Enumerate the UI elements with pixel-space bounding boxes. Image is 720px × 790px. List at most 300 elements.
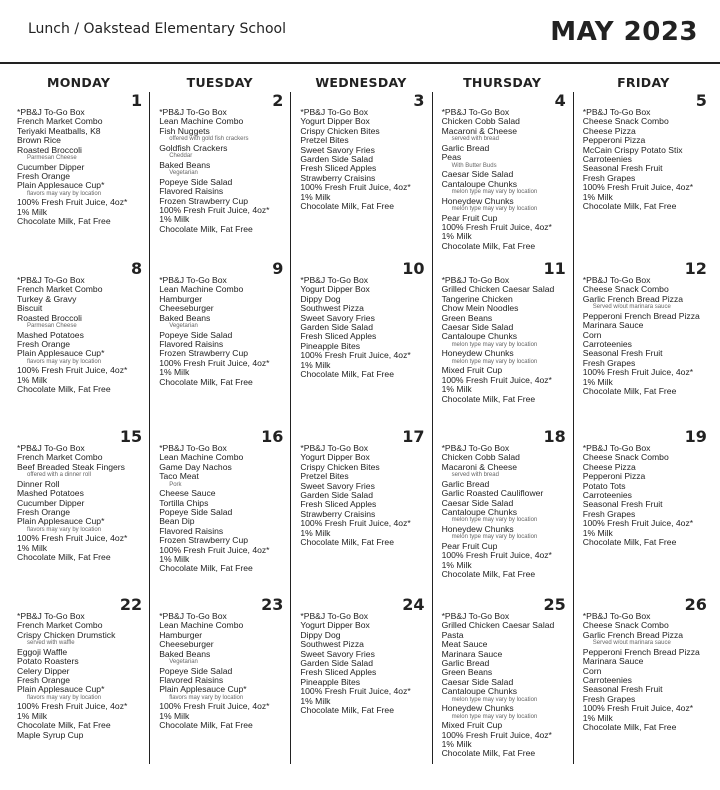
menu-item: *PB&J To-Go Box: [582, 443, 651, 453]
menu-item-note: served with waffle: [27, 640, 75, 647]
menu-item: Honeydew Chunks: [441, 348, 514, 359]
menu-item: Lean Machine Combo: [159, 284, 244, 295]
calendar-day-cell: [290, 92, 431, 260]
menu-item: Teriyaki Meatballs, K8: [17, 125, 101, 136]
menu-calendar-grid: [8, 92, 714, 764]
calendar-day-cell: [8, 92, 149, 260]
menu-item-list: [159, 108, 286, 234]
menu-item: Chocolate Milk, Fat Free: [582, 722, 677, 733]
day-number: 17: [402, 428, 425, 446]
menu-item: 100% Fresh Fruit Juice, 4oz*: [159, 544, 270, 555]
menu-item-note: Served w/out marinara sauce: [592, 304, 671, 311]
menu-item: Biscuit: [17, 303, 43, 314]
day-number: 9: [272, 260, 284, 278]
menu-item: Cheeseburger: [159, 303, 214, 314]
menu-item: Plain Applesauce Cup*: [17, 516, 105, 527]
menu-item: Cheese Snack Combo: [582, 620, 669, 631]
menu-item-list: [159, 612, 286, 731]
menu-item-note: offered with gold fish crackers: [169, 136, 249, 143]
menu-item-note: flavors may vary by location: [27, 694, 102, 701]
menu-item: *PB&J To-Go Box: [17, 275, 85, 285]
menu-item: Plain Applesauce Cup*: [17, 684, 105, 695]
menu-item: 100% Fresh Fruit Juice, 4oz*: [300, 686, 411, 697]
menu-item: Garden Side Salad: [300, 658, 373, 669]
menu-item: 100% Fresh Fruit Juice, 4oz*: [441, 729, 552, 740]
menu-item-note: Cheddar: [169, 153, 193, 160]
menu-item: Maple Syrup Cup: [17, 729, 84, 740]
menu-item: Cheese Sauce: [159, 488, 216, 499]
menu-item: Garden Side Salad: [300, 322, 373, 333]
menu-item-note: Vegetarian: [169, 323, 198, 330]
menu-item-note: melon type may vary by location: [451, 358, 538, 365]
menu-item-list: [583, 612, 710, 732]
menu-item: Roasted Broccoli: [17, 144, 82, 155]
menu-item: Fresh Orange: [17, 675, 71, 686]
menu-item: Sweet Savory Fries: [300, 312, 375, 323]
day-number: 10: [402, 260, 425, 278]
menu-item-list: [17, 612, 145, 740]
calendar-day-cell: [149, 260, 290, 428]
menu-item: 1% Milk: [159, 214, 190, 225]
menu-item: 1% Milk: [300, 527, 331, 538]
menu-item: Crispy Chicken Bites: [300, 461, 380, 472]
menu-item: Marinara Sauce: [582, 320, 644, 331]
menu-item: Chocolate Milk, Fat Free: [300, 705, 394, 716]
menu-item: Plain Applesauce Cup*: [17, 348, 105, 359]
menu-item-list: [300, 444, 427, 547]
weekday-header-row: [8, 75, 714, 90]
menu-item: Grilled Chicken Caesar Salad: [441, 284, 555, 295]
day-number: 11: [543, 260, 566, 278]
menu-item: Game Day Nachos: [159, 461, 232, 472]
menu-item: Meat Sauce: [441, 639, 488, 650]
menu-item: Dippy Dog: [300, 293, 341, 304]
menu-item-list: [300, 276, 427, 379]
menu-item: Garlic French Bread Pizza: [582, 629, 684, 640]
menu-item: Chocolate Milk, Fat Free: [441, 569, 536, 580]
menu-item-list: [300, 108, 427, 211]
menu-item: Turkey & Gravy: [17, 293, 77, 304]
menu-item: Garden Side Salad: [300, 490, 373, 501]
menu-item-list: [442, 276, 569, 404]
menu-item: Chocolate Milk, Fat Free: [300, 369, 394, 380]
menu-item: 1% Milk: [441, 231, 472, 242]
day-number: 4: [554, 92, 566, 110]
menu-item-note: Vegetarian: [169, 659, 198, 666]
menu-item-list: [583, 444, 710, 547]
menu-item: Marinara Sauce: [582, 656, 644, 667]
menu-item: 100% Fresh Fruit Juice, 4oz*: [159, 205, 270, 216]
menu-item: Fresh Grapes: [582, 693, 636, 704]
menu-item-note: melon type may vary by location: [451, 206, 538, 213]
menu-item: Flavored Raisins: [159, 339, 224, 350]
menu-item: Baked Beans: [159, 159, 211, 170]
menu-item: Green Beans: [441, 312, 493, 323]
menu-item: Baked Beans: [159, 648, 211, 659]
menu-item-note: melon type may vary by location: [451, 517, 538, 524]
menu-item: Plain Applesauce Cup*: [159, 684, 247, 695]
day-number: 18: [543, 428, 566, 446]
calendar-day-cell: [290, 260, 431, 428]
calendar-day-cell: [432, 428, 573, 596]
menu-item: Grilled Chicken Caesar Salad: [441, 620, 555, 631]
menu-item: Chocolate Milk, Fat Free: [159, 720, 253, 731]
menu-item: Crispy Chicken Drumstick: [17, 629, 116, 640]
menu-item: 1% Milk: [441, 739, 472, 750]
calendar-day-cell: [432, 260, 573, 428]
calendar-day-cell: [8, 428, 149, 596]
menu-item: Southwest Pizza: [300, 639, 364, 650]
menu-item: Chocolate Milk, Fat Free: [441, 240, 536, 251]
menu-item-list: [583, 276, 710, 396]
menu-item: 1% Milk: [159, 554, 190, 565]
menu-item: French Market Combo: [17, 620, 103, 631]
menu-item: 100% Fresh Fruit Juice, 4oz*: [441, 222, 552, 233]
menu-item: Caesar Side Salad: [441, 497, 514, 508]
menu-item: Green Beans: [441, 667, 493, 678]
menu-item: Fresh Sliced Apples: [300, 667, 377, 678]
menu-item: Popeye Side Salad: [159, 329, 233, 340]
calendar-day-cell: [573, 428, 714, 596]
menu-item: Fresh Grapes: [582, 172, 636, 183]
day-number: 2: [272, 92, 284, 110]
menu-item: Potato Roasters: [17, 656, 79, 667]
menu-item: Flavored Raisins: [159, 525, 224, 536]
menu-item: *PB&J To-Go Box: [159, 443, 227, 453]
menu-item: Dinner Roll: [17, 478, 60, 489]
menu-item: Yogurt Dipper Box: [300, 620, 370, 631]
menu-item: Caesar Side Salad: [441, 169, 514, 180]
menu-item: 1% Milk: [300, 695, 331, 706]
menu-item-list: [159, 444, 286, 574]
menu-item-note: flavors may vary by location: [27, 526, 102, 533]
menu-item: Chocolate Milk, Fat Free: [441, 748, 536, 759]
menu-item: Celery Dipper: [17, 665, 70, 676]
menu-item-note: melon type may vary by location: [451, 713, 538, 720]
menu-item: Goldfish Crackers: [159, 142, 228, 153]
menu-item: Flavored Raisins: [159, 186, 224, 197]
calendar-day-cell: [573, 596, 714, 764]
menu-item: 100% Fresh Fruit Juice, 4oz*: [17, 533, 128, 544]
day-number: 23: [261, 596, 284, 614]
menu-item: Honeydew Chunks: [441, 524, 514, 535]
menu-item: Southwest Pizza: [300, 303, 364, 314]
menu-item-note: flavors may vary by location: [27, 190, 102, 197]
menu-item: Lean Machine Combo: [159, 620, 244, 631]
menu-item-list: [442, 108, 569, 251]
weekday-thursday: THURSDAY: [463, 75, 542, 90]
menu-item: Cantaloupe Chunks: [441, 178, 518, 189]
day-number: 16: [261, 428, 284, 446]
menu-item: Cantaloupe Chunks: [441, 331, 518, 342]
menu-item: Potato Tots: [582, 480, 626, 491]
menu-item: Garden Side Salad: [300, 154, 373, 165]
weekday-wednesday: WEDNESDAY: [315, 75, 407, 90]
menu-item: Chocolate Milk, Fat Free: [159, 376, 253, 387]
menu-item: Strawberry Craisins: [300, 508, 376, 519]
weekday-monday: MONDAY: [46, 75, 111, 90]
menu-item: *PB&J To-Go Box: [300, 611, 369, 621]
menu-item: Sweet Savory Fries: [300, 648, 375, 659]
day-number: 8: [131, 260, 143, 278]
menu-item: Fresh Sliced Apples: [300, 499, 377, 510]
menu-item: McCain Crispy Potato Stix: [582, 144, 683, 155]
menu-item-list: [17, 444, 145, 563]
menu-item: Chocolate Milk, Fat Free: [17, 384, 111, 395]
menu-item: 100% Fresh Fruit Juice, 4oz*: [300, 350, 411, 361]
menu-item: *PB&J To-Go Box: [300, 443, 369, 453]
menu-item: Carroteenies: [582, 154, 632, 165]
day-number: 5: [695, 92, 707, 110]
menu-item: Chow Mein Noodles: [441, 303, 519, 314]
menu-item: Flavored Raisins: [159, 675, 224, 686]
menu-item: Fresh Sliced Apples: [300, 331, 377, 342]
menu-item: Pineapple Bites: [300, 676, 361, 687]
weekday-tuesday: TUESDAY: [186, 75, 253, 90]
menu-item: Tangerine Chicken: [441, 293, 513, 304]
menu-item: 100% Fresh Fruit Juice, 4oz*: [441, 550, 552, 561]
menu-item: Lean Machine Combo: [159, 452, 244, 463]
menu-item: Yogurt Dipper Box: [300, 116, 370, 127]
menu-item: Fresh Orange: [17, 339, 71, 350]
menu-item: Chocolate Milk, Fat Free: [300, 201, 394, 212]
calendar-day-cell: [573, 260, 714, 428]
menu-item: 100% Fresh Fruit Juice, 4oz*: [582, 518, 694, 529]
menu-item: Carroteenies: [582, 675, 632, 686]
school-title: Lunch / Oakstead Elementary School: [28, 21, 287, 37]
menu-item: 1% Milk: [17, 542, 48, 553]
menu-item: Pear Fruit Cup: [441, 541, 498, 552]
menu-item: Brown Rice: [17, 135, 61, 146]
menu-item: Garlic French Bread Pizza: [582, 293, 684, 304]
menu-item: *PB&J To-Go Box: [300, 107, 369, 117]
menu-item: 1% Milk: [582, 712, 613, 723]
menu-item-note: flavors may vary by location: [27, 358, 102, 365]
menu-item: Honeydew Chunks: [441, 703, 514, 714]
menu-item: Mashed Potatoes: [17, 329, 84, 340]
menu-item: Cantaloupe Chunks: [441, 507, 518, 518]
menu-item: 100% Fresh Fruit Juice, 4oz*: [17, 197, 128, 208]
menu-item: Cheese Pizza: [582, 125, 636, 136]
menu-item: Caesar Side Salad: [441, 676, 514, 687]
menu-item: Peas: [441, 152, 462, 163]
menu-item: *PB&J To-Go Box: [582, 611, 651, 621]
menu-item: Seasonal Fresh Fruit: [582, 163, 663, 174]
menu-item: 100% Fresh Fruit Juice, 4oz*: [300, 518, 411, 529]
menu-item: Fish Nuggets: [159, 125, 210, 136]
menu-item: Marinara Sauce: [441, 648, 503, 659]
calendar-day-cell: [8, 596, 149, 764]
menu-item: Fresh Orange: [17, 507, 71, 518]
menu-item: Seasonal Fresh Fruit: [582, 684, 663, 695]
menu-item: 1% Milk: [17, 374, 48, 385]
page-header: [0, 0, 720, 64]
menu-item: Chocolate Milk, Fat Free: [17, 552, 111, 563]
menu-item: *PB&J To-Go Box: [441, 275, 510, 285]
menu-item: Sweet Savory Fries: [300, 480, 375, 491]
menu-item-note: Served w/out marinara sauce: [592, 640, 671, 647]
day-number: 15: [119, 428, 143, 446]
menu-item: 1% Milk: [300, 191, 331, 202]
menu-item: Chocolate Milk, Fat Free: [441, 393, 536, 404]
menu-item: *PB&J To-Go Box: [441, 107, 510, 117]
menu-item: 100% Fresh Fruit Juice, 4oz*: [582, 367, 694, 378]
menu-item: Corn: [582, 329, 602, 340]
menu-item: Chocolate Milk, Fat Free: [300, 537, 394, 548]
menu-item: Mashed Potatoes: [17, 488, 84, 499]
menu-item: Pasta: [441, 629, 464, 640]
menu-item-list: [583, 108, 710, 211]
menu-item: Chocolate Milk, Fat Free: [159, 223, 253, 234]
menu-item: Chocolate Milk, Fat Free: [582, 537, 677, 548]
menu-item: *PB&J To-Go Box: [17, 611, 85, 621]
menu-item: Roasted Broccoli: [17, 312, 82, 323]
menu-item: Fresh Orange: [17, 171, 71, 182]
menu-item: Strawberry Craisins: [300, 172, 376, 183]
month-title: MAY 2023: [550, 17, 698, 47]
menu-item: Eggoji Waffle: [17, 646, 68, 657]
menu-item: Chicken Cobb Salad: [441, 116, 520, 127]
menu-item: Pepperoni French Bread Pizza: [582, 310, 700, 321]
day-number: 26: [684, 596, 707, 614]
menu-item: Plain Applesauce Cup*: [17, 180, 105, 191]
menu-item: 1% Milk: [582, 527, 613, 538]
menu-item: Sweet Savory Fries: [300, 144, 375, 155]
menu-item-note: melon type may vary by location: [451, 189, 538, 196]
day-number: 19: [684, 428, 707, 446]
menu-item: Cheese Snack Combo: [582, 116, 669, 127]
menu-item: Pretzel Bites: [300, 471, 349, 482]
calendar-day-cell: [149, 428, 290, 596]
menu-item-list: [442, 612, 569, 759]
menu-item: Popeye Side Salad: [159, 507, 233, 518]
menu-item-note: served with bread: [451, 136, 499, 143]
menu-item: *PB&J To-Go Box: [300, 275, 369, 285]
menu-item: 100% Fresh Fruit Juice, 4oz*: [17, 365, 128, 376]
menu-item: Carroteenies: [582, 490, 632, 501]
day-number: 12: [684, 260, 707, 278]
menu-item: Chocolate Milk, Fat Free: [17, 720, 111, 731]
menu-item: Crispy Chicken Bites: [300, 125, 380, 136]
menu-item: Yogurt Dipper Box: [300, 452, 370, 463]
menu-item: Popeye Side Salad: [159, 665, 233, 676]
menu-item: Beef Breaded Steak Fingers: [17, 461, 125, 472]
day-number: 25: [543, 596, 566, 614]
menu-item-note: Parmesan Cheese: [27, 155, 77, 162]
menu-item: Pineapple Bites: [300, 340, 361, 351]
menu-item: 1% Milk: [159, 367, 190, 378]
calendar-day-cell: [290, 428, 431, 596]
menu-item: Chocolate Milk, Fat Free: [17, 216, 111, 227]
menu-item: 100% Fresh Fruit Juice, 4oz*: [582, 182, 694, 193]
menu-item-note: served with bread: [451, 472, 499, 479]
menu-item: *PB&J To-Go Box: [441, 443, 510, 453]
day-number: 24: [402, 596, 425, 614]
menu-item: Macaroni & Cheese: [441, 125, 518, 136]
menu-item: Garlic Bread: [441, 478, 490, 489]
menu-item-list: [17, 276, 145, 395]
menu-item: 1% Milk: [582, 191, 613, 202]
menu-item: *PB&J To-Go Box: [159, 611, 227, 621]
menu-item: 1% Milk: [582, 376, 613, 387]
menu-item: Fresh Sliced Apples: [300, 163, 377, 174]
calendar-day-cell: [432, 92, 573, 260]
menu-item: Seasonal Fresh Fruit: [582, 499, 663, 510]
menu-item: Pear Fruit Cup: [441, 212, 498, 223]
menu-item: Pepperoni Pizza: [582, 471, 646, 482]
menu-item: 100% Fresh Fruit Juice, 4oz*: [300, 182, 411, 193]
menu-item: Macaroni & Cheese: [441, 461, 518, 472]
menu-item: Bean Dip: [159, 516, 195, 527]
menu-item: Cantaloupe Chunks: [441, 686, 518, 697]
menu-item-note: Pork: [169, 481, 182, 488]
menu-item: *PB&J To-Go Box: [17, 443, 85, 453]
menu-item: Chocolate Milk, Fat Free: [582, 386, 677, 397]
menu-item: Frozen Strawberry Cup: [159, 195, 249, 206]
menu-item: Popeye Side Salad: [159, 176, 233, 187]
menu-item: 100% Fresh Fruit Juice, 4oz*: [582, 703, 694, 714]
menu-item: *PB&J To-Go Box: [441, 611, 510, 621]
menu-item-list: [442, 444, 569, 580]
calendar-day-cell: [573, 92, 714, 260]
menu-item: 100% Fresh Fruit Juice, 4oz*: [159, 701, 270, 712]
menu-item: French Market Combo: [17, 116, 103, 127]
menu-item: Fresh Grapes: [582, 508, 636, 519]
day-number: 22: [119, 596, 143, 614]
menu-item: Cheeseburger: [159, 639, 214, 650]
menu-item: Corn: [582, 665, 602, 676]
menu-item: Cucumber Dipper: [17, 497, 85, 508]
menu-item: 1% Milk: [441, 384, 472, 395]
menu-item: Taco Meat: [159, 471, 199, 482]
menu-item: 100% Fresh Fruit Juice, 4oz*: [441, 374, 552, 385]
menu-item: Cucumber Dipper: [17, 161, 85, 172]
menu-item-note: flavors may vary by location: [169, 694, 244, 701]
menu-item: Pepperoni French Bread Pizza: [582, 646, 700, 657]
menu-item: *PB&J To-Go Box: [582, 275, 651, 285]
menu-item-list: [159, 276, 286, 387]
menu-item: Hamburger: [159, 629, 203, 640]
calendar-day-cell: [290, 596, 431, 764]
menu-item: Hamburger: [159, 293, 203, 304]
menu-item: Mixed Fruit Cup: [441, 720, 503, 731]
menu-item: *PB&J To-Go Box: [159, 107, 227, 117]
menu-item: Dippy Dog: [300, 629, 341, 640]
day-number: 1: [131, 92, 143, 110]
menu-item-note: offered with a dinner roll: [27, 472, 91, 479]
menu-item-list: [17, 108, 145, 227]
menu-item: Seasonal Fresh Fruit: [582, 348, 663, 359]
calendar-day-cell: [8, 260, 149, 428]
menu-item: *PB&J To-Go Box: [17, 107, 85, 117]
menu-item: Baked Beans: [159, 312, 211, 323]
menu-item: Chicken Cobb Salad: [441, 452, 520, 463]
menu-item: Caesar Side Salad: [441, 322, 514, 333]
menu-item: Garlic Bread: [441, 142, 490, 153]
menu-item: French Market Combo: [17, 284, 103, 295]
menu-item: Cheese Snack Combo: [582, 452, 669, 463]
menu-item: Garlic Roasted Cauliflower: [441, 488, 544, 499]
menu-item: Frozen Strawberry Cup: [159, 535, 249, 546]
menu-item: 100% Fresh Fruit Juice, 4oz*: [159, 357, 270, 368]
menu-item: Tortilla Chips: [159, 497, 209, 508]
menu-item: Carroteenies: [582, 339, 632, 350]
menu-item: 100% Fresh Fruit Juice, 4oz*: [17, 701, 128, 712]
menu-item: 1% Milk: [300, 359, 331, 370]
menu-item: Garlic Bread: [441, 658, 490, 669]
menu-item: Frozen Strawberry Cup: [159, 348, 249, 359]
menu-item: Chocolate Milk, Fat Free: [159, 563, 253, 574]
